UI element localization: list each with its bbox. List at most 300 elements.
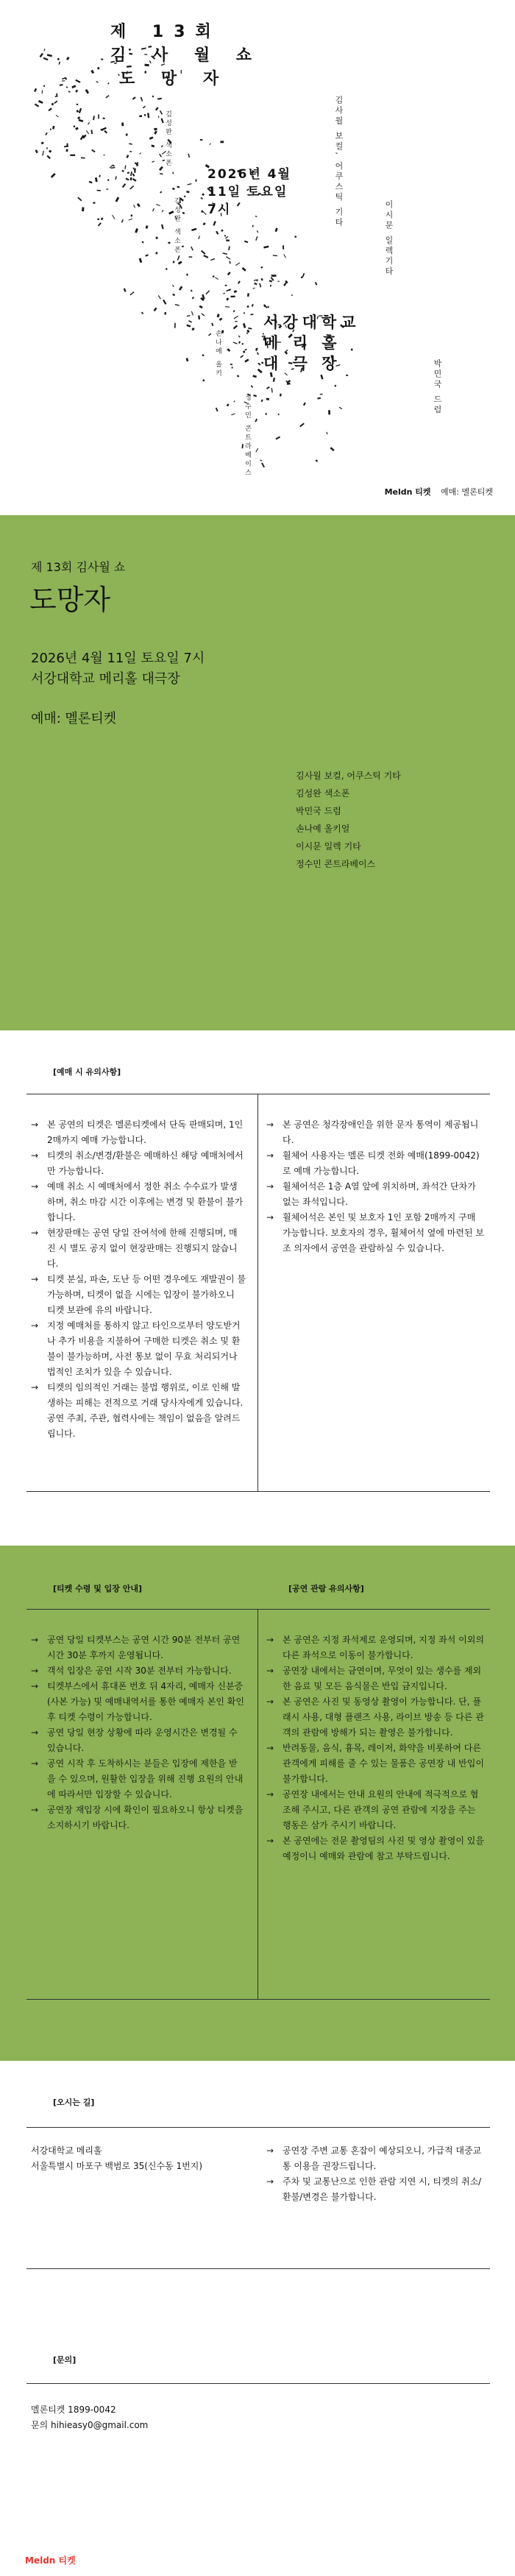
viewing-list: [266, 1632, 484, 1864]
scatter-glyph: [158, 116, 160, 118]
list-item: → 공연장 재입장 시에 확인이 필요하오니 항상 티켓을 소지하시기 바랍니다.: [31, 1802, 246, 1833]
scatter-glyph: [230, 296, 235, 298]
list-item: → 예매 취소 시 예매처에서 정한 취소 수수료가 발생하며, 취소 마감 시간 이후에는 변경 및 환불이 불가합니다.: [31, 1179, 246, 1225]
scatter-glyph: [260, 266, 263, 269]
scatter-glyph: [271, 277, 274, 281]
list-item: → 공연장 내에서는 안내 요원의 안내에 적극적으로 협조해 주시고, 다른 관객의 공연 관람에 지장을 주는 행동은 삼가 주시기 바랍니다.: [266, 1787, 484, 1833]
scatter-glyph: [154, 308, 157, 311]
scatter-glyph: [125, 178, 129, 181]
scatter-glyph: [95, 177, 98, 182]
credit-line: 박민국 드럼: [296, 806, 341, 816]
scatter-glyph: [227, 403, 230, 406]
list-item: → 휠체어석은 1층 A열 앞에 위치하며, 좌석간 단차가 없는 좌석입니다.: [266, 1179, 484, 1210]
scatter-glyph: [155, 107, 159, 110]
scatter-glyph: [254, 279, 257, 281]
scatter-glyph: [261, 462, 265, 467]
info-credits: [296, 767, 401, 873]
info-date: 2026년 4월 11일 토요일 7시: [31, 651, 205, 666]
scatter-glyph: [280, 394, 282, 397]
scatter-glyph: [172, 285, 174, 287]
scatter-glyph: [233, 325, 238, 329]
scatter-glyph: [232, 367, 233, 368]
scatter-glyph: [152, 160, 154, 162]
scatter-glyph: [213, 221, 216, 226]
scatter-glyph: [105, 95, 109, 98]
scatter-glyph: [266, 386, 270, 389]
scatter-glyph: [227, 348, 231, 352]
scatter-glyph: [243, 350, 245, 353]
scatter-glyph: [211, 323, 213, 327]
scatter-glyph: [168, 241, 170, 244]
scatter-glyph: [160, 173, 163, 174]
scatter-glyph: [328, 410, 330, 414]
scatter-glyph: [74, 126, 75, 127]
scatter-glyph: [225, 236, 228, 239]
scatter-glyph: [188, 154, 190, 158]
scatter-glyph: [186, 274, 188, 276]
scatter-glyph: [172, 188, 175, 191]
scatter-glyph: [159, 166, 163, 171]
list-item: → 주차 및 교통난으로 인한 관람 지연 시, 티켓의 취소/환불/변경은 불가합니다.: [266, 2174, 484, 2205]
scatter-glyph: [216, 408, 219, 412]
list-item: → 티켓의 취소/변경/환불은 예매하신 해당 예매처에서만 가능합니다.: [31, 1148, 246, 1179]
scatter-glyph: [237, 375, 240, 378]
scatter-glyph: [255, 236, 258, 241]
scatter-glyph: [177, 186, 180, 188]
scatter-glyph: [141, 97, 143, 102]
scatter-glyph: [51, 173, 56, 178]
scatter-glyph: [339, 407, 343, 409]
scatter-glyph: [68, 91, 71, 92]
divider: [26, 1609, 490, 1610]
scatter-glyph: [129, 219, 132, 221]
scatter-glyph: [46, 147, 48, 149]
scatter-glyph: [330, 447, 334, 451]
divider: [26, 1491, 490, 1492]
scatter-glyph: [155, 236, 158, 239]
scatter-glyph: [252, 304, 254, 307]
list-item: → 공연 당일 티켓부스는 공연 시간 90분 전부터 공연 시간 30분 후까지 운영됩니다.: [31, 1632, 246, 1663]
scatter-glyph: [79, 108, 82, 113]
booking-notice-title: [예매 시 유의사항]: [53, 1067, 121, 1077]
scatter-glyph: [228, 246, 230, 250]
scatter-glyph: [96, 190, 101, 191]
scatter-glyph: [152, 208, 154, 212]
info-subtitle: 제 13회 김사월 쇼: [31, 560, 126, 574]
poster-date-line: 7시: [207, 202, 232, 217]
scatter-glyph: [320, 375, 323, 380]
poster-date-line: 11일 토요일: [207, 185, 288, 199]
scatter-glyph: [38, 100, 43, 104]
scatter-glyph: [43, 57, 49, 60]
scatter-glyph: [257, 352, 259, 355]
scatter-glyph: [175, 304, 180, 306]
scatter-glyph: [155, 252, 157, 254]
list-item: → 공연장 내에서는 금연이며, 무엇이 있는 생수를 제외한 음료 및 모든 음식물은 반입 금지입니다.: [266, 1663, 484, 1694]
scatter-glyph: [231, 413, 235, 415]
list-item: → 지정 예매처를 통하지 않고 타인으로부터 양도받거나 추가 비용을 지불하여 구매한 티켓은 취소 및 환불이 불가능하며, 사전 통보 없이 무효 처리되거나 법적인 조치가 있을 수 있습니다.: [31, 1318, 246, 1380]
list-item: → 객석 입장은 공연 시작 30분 전부터 가능합니다.: [31, 1663, 246, 1679]
scatter-glyph: [129, 143, 132, 144]
scatter-glyph: [137, 203, 141, 208]
inquiry-title: [문의]: [53, 2355, 77, 2365]
scatter-glyph: [160, 110, 163, 115]
scatter-glyph: [229, 261, 230, 264]
list-item: → 티켓 분실, 파손, 도난 등 어떤 경우에도 재발권이 불가능하며, 티켓이 없을 시에는 입장이 불가하오니 티켓 보관에 유의 바랍니다.: [31, 1272, 246, 1318]
poster-scatter-credit: 김성완 색소폰: [173, 197, 180, 255]
scatter-glyph: [42, 90, 43, 93]
scatter-glyph: [299, 422, 305, 427]
scatter-glyph: [244, 312, 245, 314]
list-item: → 휠체어석은 본인 및 보호자 1인 포함 2매까지 구매 가능합니다. 보호자의 경우, 휠체어석 옆에 마련된 보조 의자에서 공연을 관람하실 수 있습니다.: [266, 1210, 484, 1256]
scatter-glyph: [86, 130, 89, 134]
scatter-glyph: [271, 388, 273, 393]
scatter-glyph: [223, 252, 227, 255]
scatter-glyph: [103, 118, 105, 119]
scatter-glyph: [244, 349, 246, 350]
scatter-glyph: [41, 141, 44, 144]
scatter-glyph: [89, 181, 93, 184]
scatter-glyph: [223, 293, 225, 294]
booking-notice-list-left: [31, 1117, 246, 1442]
scatter-glyph: [258, 369, 263, 374]
inquiry-contact: [31, 2402, 148, 2433]
poster-scatter-credit: 김성완 색소폰: [164, 110, 171, 168]
scatter-glyph: [66, 86, 68, 88]
list-item: → 공연장 주변 교통 혼잡이 예상되오니, 가급적 대중교통 이용을 권장드립니다.: [266, 2143, 484, 2174]
scatter-glyph: [275, 227, 278, 232]
entry-list: [31, 1632, 246, 1833]
scatter-glyph: [255, 448, 258, 453]
scatter-glyph: [200, 197, 203, 199]
scatter-glyph: [133, 205, 135, 208]
scatter-glyph: [205, 290, 210, 294]
scatter-glyph: [47, 54, 52, 57]
scatter-glyph: [326, 432, 327, 435]
scatter-glyph: [139, 115, 142, 117]
scatter-glyph: [191, 228, 196, 231]
scatter-glyph: [191, 290, 193, 292]
scatter-glyph: [93, 116, 95, 120]
scatter-glyph: [135, 228, 138, 233]
inquiry-phone: 멜론티켓 1899-0042: [31, 2405, 116, 2415]
scatter-glyph: [124, 166, 126, 169]
scatter-glyph: [221, 141, 224, 143]
scatter-glyph: [164, 312, 166, 315]
poster-date-line: 2026년 4월: [207, 167, 291, 182]
scatter-glyph: [66, 57, 70, 60]
scatter-glyph: [142, 241, 144, 243]
scatter-glyph: [334, 385, 336, 387]
inquiry-email: 문의 hihieasy0@gmail.com: [31, 2420, 149, 2430]
scatter-glyph: [101, 217, 103, 220]
credit-line: 손나예 올키얼: [296, 824, 350, 834]
scatter-glyph: [43, 49, 45, 52]
scatter-glyph: [77, 110, 79, 113]
scatter-glyph: [151, 144, 154, 147]
scatter-glyph: [179, 286, 182, 291]
directions-list: [266, 2143, 484, 2205]
scatter-glyph: [126, 133, 128, 136]
scatter-glyph: [70, 155, 75, 156]
scatter-glyph: [247, 293, 249, 297]
scatter-glyph: [238, 341, 241, 344]
scatter-glyph: [240, 355, 244, 358]
poster-credit-vertical: 박민국 드럼: [433, 359, 442, 416]
scatter-glyph: [317, 397, 321, 400]
scatter-glyph: [130, 177, 132, 180]
scatter-glyph: [147, 113, 149, 118]
scatter-glyph: [283, 254, 286, 258]
poster-title-line: 제 13회: [110, 23, 221, 41]
scatter-glyph: [46, 155, 51, 159]
scatter-glyph: [172, 294, 175, 297]
poster-date: [207, 166, 291, 219]
scatter-glyph: [143, 106, 146, 109]
list-item: → 본 공연의 티켓은 멜론티켓에서 단독 판매되며, 1인 2매까지 예매 가능합니다.: [31, 1117, 246, 1148]
scatter-glyph: [266, 398, 269, 400]
scatter-glyph: [48, 107, 52, 111]
scatter-glyph: [88, 122, 90, 125]
scatter-glyph: [202, 379, 205, 381]
scatter-glyph: [107, 179, 110, 181]
scatter-glyph: [277, 414, 280, 416]
scatter-glyph: [273, 378, 275, 382]
scatter-glyph: [259, 283, 261, 288]
info-section: [0, 515, 515, 1030]
address-line: 서울특별시 마포구 백범로 35(신수동 1번지): [31, 2161, 202, 2171]
scatter-glyph: [233, 400, 235, 402]
scatter-glyph: [283, 283, 287, 286]
scatter-glyph: [121, 170, 124, 172]
scatter-glyph: [157, 98, 162, 100]
scatter-glyph: [115, 176, 117, 180]
scatter-glyph: [60, 84, 63, 86]
scatter-glyph: [146, 225, 149, 229]
scatter-glyph: [90, 130, 93, 134]
info-venue: 서강대학교 메리홀 대극장: [31, 671, 180, 687]
scatter-glyph: [226, 239, 230, 241]
scatter-glyph: [99, 175, 100, 177]
scatter-glyph: [252, 225, 254, 227]
scatter-glyph: [283, 245, 284, 250]
scatter-glyph: [132, 96, 136, 99]
scatter-glyph: [202, 210, 207, 215]
scatter-glyph: [202, 354, 204, 356]
scatter-glyph: [173, 261, 175, 263]
list-item: → 티켓부스에서 휴대폰 번호 뒤 4자리, 예매자 신분증(사본 가능) 및 예매내역서를 통한 예매자 본인 확인 후 티켓 수령이 가능합니다.: [31, 1679, 246, 1725]
scatter-glyph: [221, 230, 223, 233]
entry-title: [티켓 수령 및 입장 안내]: [53, 1584, 143, 1593]
scatter-glyph: [98, 222, 102, 226]
scatter-glyph: [234, 290, 237, 293]
scatter-glyph: [40, 53, 43, 57]
scatter-glyph: [203, 255, 208, 258]
scatter-glyph: [210, 258, 215, 261]
scatter-glyph: [163, 300, 166, 305]
scatter-glyph: [315, 282, 317, 286]
scatter-glyph: [75, 90, 78, 93]
poster-venue-line: 대 극 장: [263, 355, 341, 372]
scatter-glyph: [50, 129, 52, 130]
scatter-glyph: [186, 358, 189, 361]
divider: [26, 2268, 490, 2269]
poster-scatter-credit: 손나예 올키: [214, 330, 221, 378]
scatter-glyph: [52, 126, 54, 130]
divider: [26, 2127, 490, 2128]
entry-viewing-section: [0, 1546, 515, 2061]
scatter-glyph: [54, 101, 57, 104]
poster-footer-text: 예매: 멜론티켓: [441, 487, 493, 497]
poster-footer: [385, 486, 493, 498]
scatter-glyph: [208, 333, 211, 336]
scatter-glyph: [107, 82, 109, 85]
scatter-glyph: [252, 375, 257, 378]
poster-title: [110, 21, 262, 91]
scatter-glyph: [265, 413, 267, 415]
scatter-glyph: [191, 328, 194, 330]
scatter-glyph: [49, 150, 52, 153]
scatter-glyph: [139, 258, 143, 263]
scatter-glyph: [244, 241, 248, 244]
scatter-glyph: [196, 180, 197, 182]
scatter-glyph: [187, 183, 191, 185]
scatter-glyph: [121, 219, 124, 223]
scatter-glyph: [177, 255, 180, 261]
scatter-glyph: [85, 89, 90, 94]
scatter-glyph: [215, 277, 219, 280]
directions-address: [31, 2143, 202, 2174]
poster-section: [0, 0, 515, 515]
scatter-glyph: [199, 305, 202, 309]
scatter-glyph: [111, 167, 116, 169]
scatter-glyph: [225, 306, 230, 308]
scatter-glyph: [154, 130, 157, 134]
scatter-glyph: [77, 197, 82, 202]
scatter-glyph: [250, 314, 253, 315]
scatter-glyph: [227, 272, 231, 275]
scatter-glyph: [201, 250, 205, 255]
scatter-glyph: [187, 315, 191, 316]
scatter-glyph: [149, 136, 154, 140]
scatter-glyph: [178, 261, 182, 264]
scatter-glyph: [233, 342, 238, 344]
scatter-glyph: [182, 246, 184, 248]
credit-line: 이시문 일렉 기타: [296, 841, 361, 852]
divider: [26, 2383, 490, 2384]
poster-venue-line: 메 리 홀: [263, 334, 341, 352]
scatter-glyph: [225, 285, 227, 286]
scatter-glyph: [184, 195, 186, 197]
scatter-glyph: [174, 323, 176, 328]
scatter-glyph: [66, 149, 68, 152]
divider: [26, 1999, 490, 2000]
scatter-glyph: [172, 172, 174, 174]
scatter-glyph: [132, 178, 137, 182]
scatter-glyph: [243, 323, 246, 328]
scatter-glyph: [267, 305, 269, 308]
scatter-glyph: [159, 154, 162, 158]
scatter-glyph: [56, 115, 59, 117]
scatter-glyph: [129, 291, 134, 295]
scatter-glyph: [224, 235, 226, 236]
scatter-glyph: [186, 325, 191, 328]
scatter-glyph: [75, 127, 79, 130]
list-item: → 휠체어 사용자는 멜론 티켓 전화 예매(1899-0042)로 예매 가능합니다.: [266, 1148, 484, 1179]
scatter-glyph: [97, 219, 99, 221]
scatter-glyph: [121, 122, 124, 126]
scatter-glyph: [34, 88, 37, 92]
scatter-glyph: [144, 114, 146, 116]
melon-ticket-logo: [25, 2554, 76, 2566]
scatter-glyph: [303, 403, 306, 406]
scatter-glyph: [192, 297, 194, 299]
scatter-glyph: [161, 224, 164, 230]
scatter-glyph: [152, 96, 154, 98]
scatter-glyph: [77, 104, 79, 105]
scatter-glyph: [71, 85, 76, 88]
scatter-glyph: [35, 104, 39, 107]
scatter-glyph: [213, 275, 215, 277]
scatter-glyph: [129, 151, 132, 152]
scatter-glyph: [166, 268, 168, 270]
scatter-glyph: [198, 236, 200, 239]
scatter-glyph: [77, 116, 80, 119]
scatter-glyph: [246, 330, 249, 333]
info-ticket: 예매: 멜론티켓: [31, 711, 117, 726]
scatter-glyph: [253, 394, 257, 397]
list-item: → 본 공연에는 전문 촬영팀의 사진 및 영상 촬영이 있을 예정이니 예매와 관람에 참고 부탁드립니다.: [266, 1833, 484, 1864]
scatter-glyph: [97, 67, 99, 69]
scatter-glyph: [182, 212, 185, 214]
scatter-glyph: [251, 385, 253, 388]
scatter-glyph: [129, 185, 134, 190]
scatter-glyph: [82, 207, 85, 211]
scatter-glyph: [200, 139, 202, 141]
scatter-glyph: [260, 278, 263, 281]
list-item: → 티켓의 임의적인 거래는 불법 행위로, 이로 인해 발생하는 피해는 전적으로 거래 당사자에게 있습니다. 공연 주최, 주관, 협력사에는 책임이 없음을 알려드립니다.: [31, 1380, 246, 1442]
scatter-glyph: [132, 173, 135, 177]
scatter-glyph: [158, 295, 161, 300]
scatter-glyph: [188, 320, 192, 323]
scatter-glyph: [122, 183, 126, 188]
scatter-glyph: [226, 256, 230, 260]
poster-credit-vertical: 김사월 보컬, 어쿠스틱 기타: [334, 96, 344, 228]
scatter-glyph: [258, 363, 260, 366]
list-item: → 반려동물, 음식, 흉목, 레이저, 화약을 비롯하여 다른 관객에게 피해를 줄 수 있는 물품은 공연장 내 반입이 불가합니다.: [266, 1741, 484, 1787]
scatter-glyph: [45, 132, 47, 135]
scatter-glyph: [145, 254, 149, 256]
scatter-glyph: [186, 191, 189, 193]
scatter-glyph: [75, 79, 80, 83]
scatter-glyph: [93, 202, 95, 203]
scatter-glyph: [90, 70, 94, 74]
scatter-glyph: [273, 255, 277, 256]
poster-title-line: 김 사 월 쇼: [110, 46, 262, 65]
scatter-glyph: [241, 343, 244, 345]
scatter-glyph: [56, 93, 57, 96]
list-item: → 공연 시작 후 도착하시는 분들은 입장에 제한을 받을 수 있으며, 원활한 입장을 위해 진행 요원의 안내에 따라서만 입장할 수 있습니다.: [31, 1756, 246, 1802]
poster-scatter-credit: 정수민 콘트라베이스: [244, 394, 251, 478]
scatter-glyph: [126, 155, 129, 158]
scatter-glyph: [269, 280, 273, 282]
scatter-glyph: [230, 364, 232, 365]
scatter-glyph: [141, 312, 143, 315]
scatter-glyph: [261, 399, 263, 402]
scatter-glyph: [294, 236, 296, 238]
list-item: → 본 공연은 사진 및 동영상 촬영이 가능합니다. 단, 플래시 사용, 대형 플랜즈 사용, 라이브 방송 등 다른 관객의 관람에 방해가 되는 촬영은 불가합니다.: [266, 1694, 484, 1741]
scatter-glyph: [124, 289, 127, 292]
